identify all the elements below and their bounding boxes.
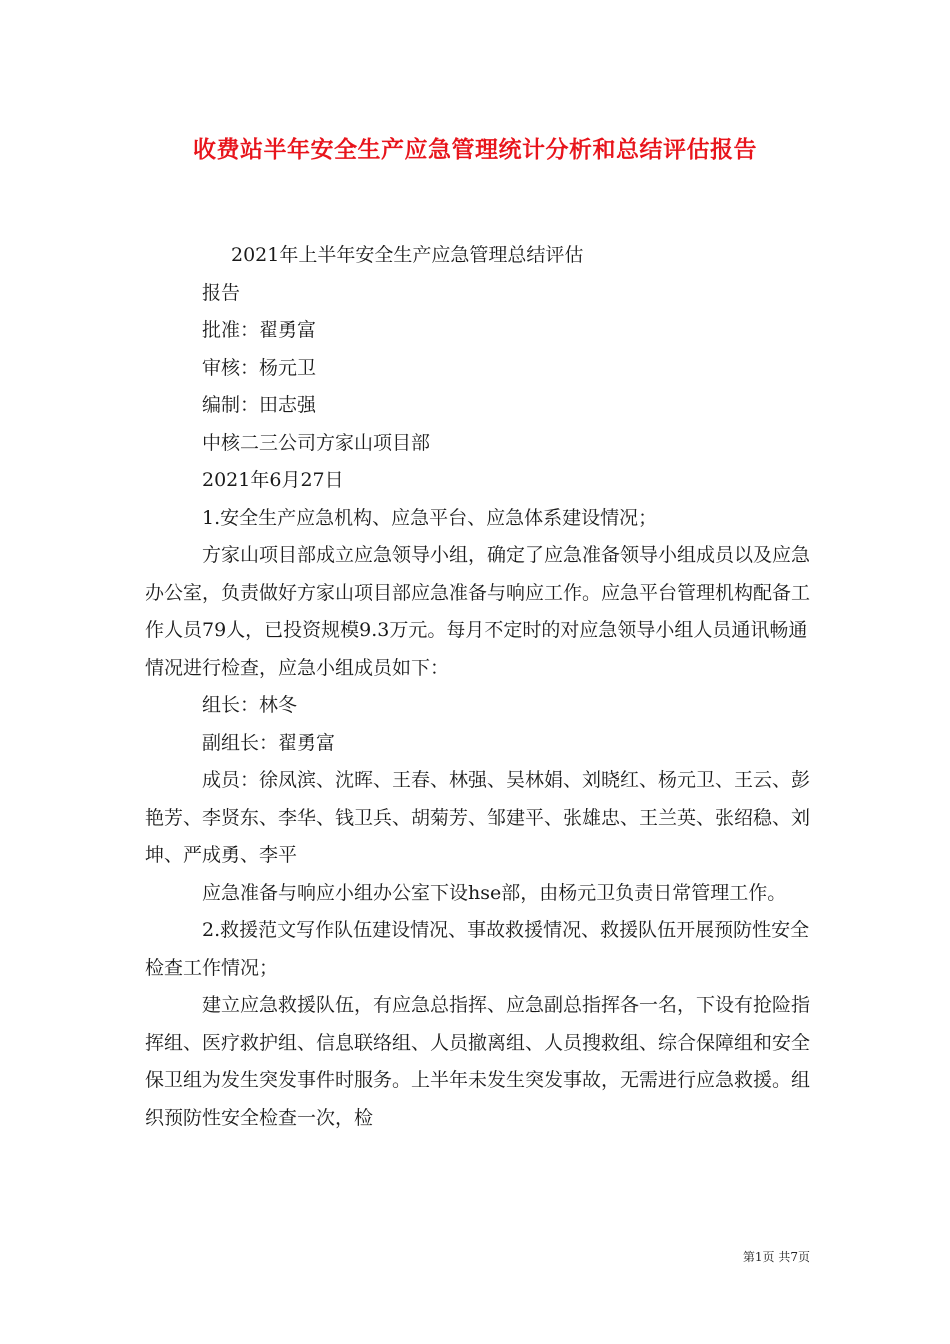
author-line: 编制：田志强 (202, 394, 317, 416)
report-heading-line2: 报告 (202, 281, 241, 304)
approver-line: 批准：翟勇富 (202, 319, 317, 341)
office-paragraph: 应急准备与响应小组办公室下设hse部，由杨元卫负责日常管理工作。 (202, 881, 787, 904)
organization-line: 中核二三公司方家山项目部 (202, 431, 431, 454)
page-footer: 第1页 共7页 (742, 1250, 810, 1264)
document-title: 收费站半年安全生产应急管理统计分析和总结评估报告 (193, 136, 757, 163)
reviewer-line: 审核：杨元卫 (202, 356, 317, 379)
report-heading-line1: 2021年上半年安全生产应急管理总结评估 (231, 244, 584, 266)
date-line: 2021年6月27日 (202, 469, 344, 491)
deputy-leader-line: 副组长：翟勇富 (202, 731, 336, 754)
section-2-paragraph: 建立应急救援队伍，有应急总指挥、应急副总指挥各一名，下设有抢险指挥组、医疗救护组、信息联络组、人员撤离组、人员搜救组、综合保障组和安全保卫组为发生突发事件时服务。上半年未发生突发事故，无需进行应急救援。组织预防性安全检查一次，检 (145, 994, 811, 1129)
section-2-heading: 2.救援范文写作队伍建设情况、事故救援情况、救援队伍开展预防性安全检查工作情况； (145, 919, 810, 979)
members-paragraph: 成员：徐凤滨、沈晖、王春、林强、吴林娟、刘晓红、杨元卫、王云、彭艳芳、李贤东、李华、钱卫兵、胡菊芳、邹建平、张雄忠、王兰英、张绍稳、刘坤、严成勇、李平 (145, 769, 811, 866)
section-1-heading: 1.安全生产应急机构、应急平台、应急体系建设情况； (202, 506, 658, 529)
section-1-paragraph: 方家山项目部成立应急领导小组，确定了应急准备领导小组成员以及应急办公室，负责做好方家山项目部应急准备与响应工作。应急平台管理机构配备工作人员79人，已投资规模9.3万元。每月不定时的对应急领导小组人员通讯畅通情况进行检查，应急小组成员如下： (145, 544, 811, 679)
team-leader-line: 组长：林冬 (202, 694, 298, 716)
document-body (145, 237, 825, 1137)
